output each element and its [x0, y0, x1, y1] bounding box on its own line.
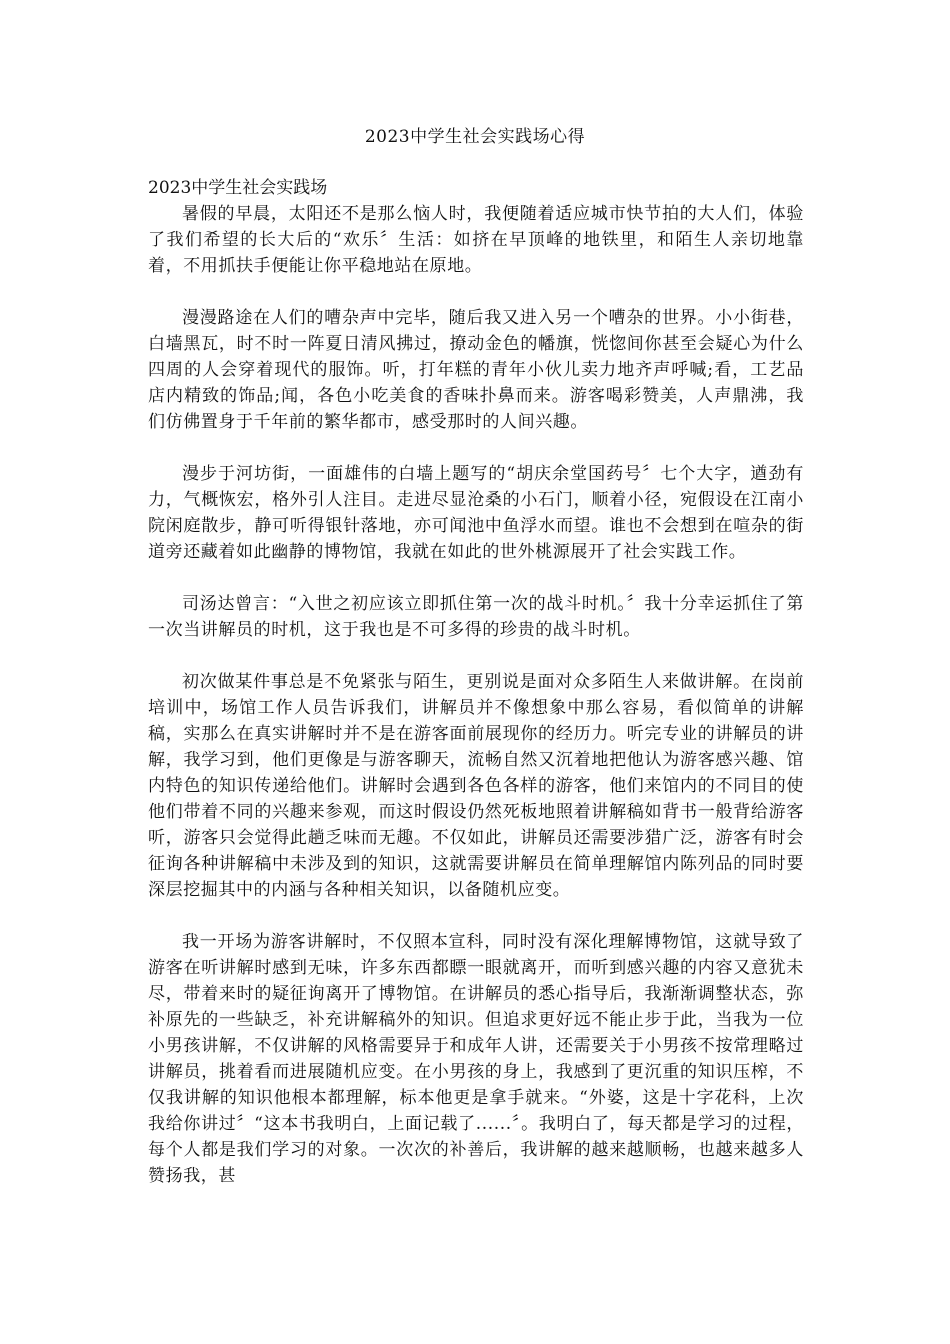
- paragraph-5: 初次做某件事总是不免紧张与陌生，更别说是面对众多陌生人来做讲解。在岗前培训中，场馆工作人员告诉我们，讲解员并不像想象中那么容易，看似简单的讲解稿，实那么在真实讲解时并不是在游客面前展现你的经历力。听完专业的讲解员的讲解，我学习到，他们更像是与游客聊天，流畅自然又沉着地把他认为游客感兴趣、馆内特色的知识传递给他们。讲解时会遇到各色各样的游客，他们来馆内的不同目的使他们带着不同的兴趣来参观，而这时假设仍然死板地照着讲解稿如背书一般背给游客听，游客只会觉得此趟乏味而无趣。不仅如此，讲解员还需要涉猎广泛，游客有时会征询各种讲解稿中未涉及到的知识，这就需要讲解员在简单理解馆内陈列品的同时要深层挖掘其中的内涵与各种相关知识，以备随机应变。: [148, 672, 804, 900]
- paragraph-4: 司汤达曾言：“入世之初应该立即抓住第一次的战斗时机。〞我十分幸运抓住了第一次当讲解员的时机，这于我也是不可多得的珍贵的战斗时机。: [148, 594, 804, 640]
- paragraph-2: 漫漫路途在人们的嘈杂声中完毕，随后我又进入另一个嘈杂的世界。小小街巷，白墙黑瓦，时不时一阵夏日清风拂过，撩动金色的幡旗，恍惚间你甚至会疑心为什么四周的人会穿着现代的服饰。听，打年糕的青年小伙儿卖力地齐声呼喊;看，工艺品店内精致的饰品;闻，各色小吃美食的香味扑鼻而来。游客喝彩赞美，人声鼎沸，我们仿佛置身于千年前的繁华都市，感受那时的人间兴趣。: [148, 308, 804, 432]
- document-subtitle: 2023中学生社会实践场: [148, 178, 328, 198]
- paragraph-1: 暑假的早晨，太阳还不是那么恼人时，我便随着适应城市快节拍的大人们，体验了我们希望的长大后的“欢乐〞生活：如挤在早顶峰的地铁里，和陌生人亲切地靠着，不用抓扶手便能让你平稳地站在原地。: [148, 204, 804, 276]
- paragraph-3: 漫步于河坊街，一面雄伟的白墙上题写的“胡庆余堂国药号〞七个大字，遒劲有力，气概恢宏，格外引人注目。走进尽显沧桑的小石门，顺着小径，宛假设在江南小院闲庭散步，静可听得银针落地，亦可闻池中鱼浮水而望。谁也不会想到在喧杂的街道旁还藏着如此幽静的博物馆，我就在如此的世外桃源展开了社会实践工作。: [148, 464, 804, 562]
- document-title: 2023中学生社会实践场心得: [364, 127, 586, 147]
- paragraph-6: 我一开场为游客讲解时，不仅照本宣科，同时没有深化理解博物馆，这就导致了游客在听讲解时感到无味，许多东西都瞟一眼就离开，而听到感兴趣的内容又意犹未尽，带着来时的疑征询离开了博物馆。在讲解员的悉心指导后，我渐渐调整状态，弥补原先的一些缺乏，补充讲解稿外的知识。但追求更好远不能止步于此，当我为一位小男孩讲解，不仅讲解的风格需要异于和成年人讲，还需要关于小男孩不按常理略过讲解员，挑着看而进展随机应变。在小男孩的身上，我感到了更沉重的知识压榨，不仅我讲解的知识他根本都理解，标本他更是拿手就来。“外婆，这是十字花科，上次我给你讲过〞“这本书我明白，上面记载了......〞。我明白了，每天都是学习的过程，每个人都是我们学习的对象。一次次的补善后，我讲解的越来越顺畅，也越来越多人赞扬我，甚: [148, 932, 804, 1186]
- document-body: [148, 201, 804, 1215]
